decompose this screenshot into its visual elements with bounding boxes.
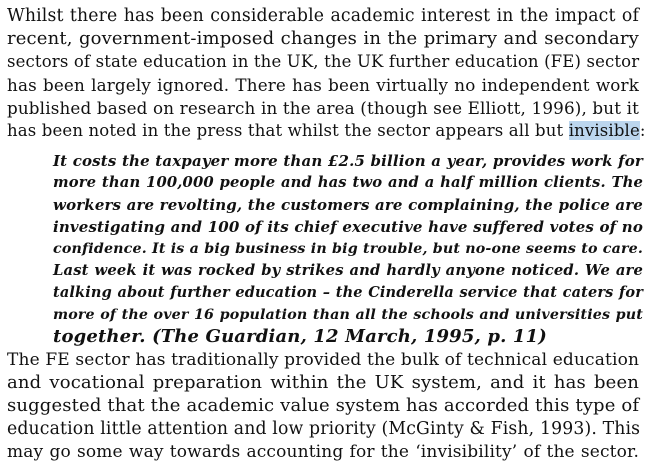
text-segment: has been noted in the press that whilst the sector appears all but <box>7 121 569 140</box>
text-line: may go some way towards accounting for the ‘invisibility’ of the sector. <box>7 442 639 462</box>
text-line-with-selection <box>7 120 646 142</box>
text-line: education little attention and low priority (McGinty & Fish, 1993). This <box>7 419 641 439</box>
text-line: published based on research in the area (though see Elliott, 1996), but it <box>7 98 639 118</box>
quote-line: Last week it was rocked by strikes and hardly anyone noticed. We are <box>53 262 643 279</box>
text-line: has been largely ignored. There has been virtually no independent work <box>7 75 639 95</box>
text-line: Whilst there has been considerable academic interest in the impact of <box>7 6 639 26</box>
text-line: The FE sector has traditionally provided the bulk of technical education <box>7 350 640 370</box>
text-line: and vocational preparation within the UK system, and it has been <box>7 372 639 393</box>
quote-line: It costs the taxpayer more than £2.5 billion a year, provides work for <box>53 152 643 170</box>
text-segment: : <box>639 121 646 140</box>
quote-line: more than 100,000 people and has two and a half million clients. The <box>53 174 643 191</box>
quote-line: workers are revolting, the customers are complaining, the police are <box>53 196 643 214</box>
selected-word-highlight[interactable]: invisible <box>568 121 640 140</box>
quote-line: talking about further education – the Cinderella service that caters for <box>53 284 643 301</box>
text-line: suggested that the academic value system has accorded this type of <box>7 395 640 416</box>
quote-line: confidence. It is a big business in big trouble, but no-one seems to care. <box>53 241 643 257</box>
quote-line: more of the over 16 population than all the schools and universities put <box>53 307 643 323</box>
quote-line: investigating and 100 of its chief executive have suffered votes of no <box>53 218 643 236</box>
text-line: recent, government-imposed changes in the primary and secondary <box>7 28 639 49</box>
quote-citation-line: together. (The Guardian, 12 March, 1995, p. 11) <box>53 326 547 347</box>
text-line: sectors of state education in the UK, the UK further education (FE) sector <box>7 52 640 71</box>
